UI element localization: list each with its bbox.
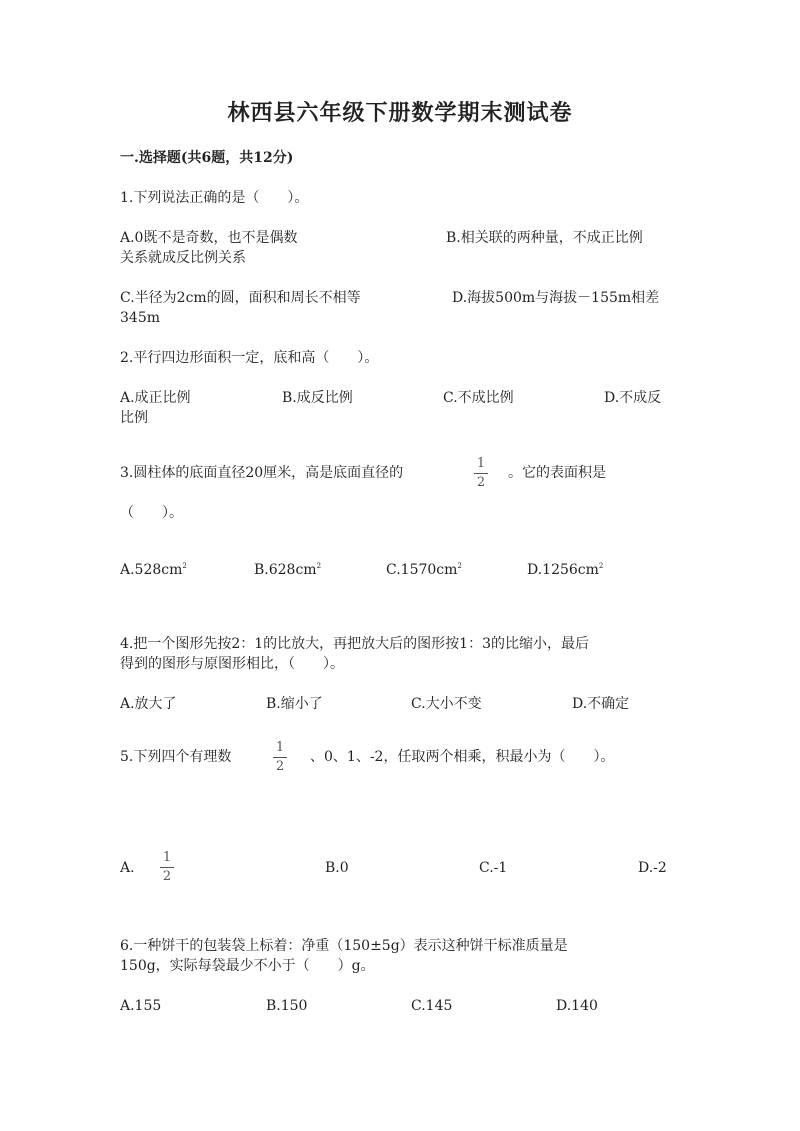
question-5-fraction (271, 740, 289, 775)
fraction-numerator: 1 (162, 850, 172, 865)
question-1-stem: 1.下列说法正确的是（ ）。 (120, 190, 309, 206)
question-1-option-c: C.半径为2cm的圆，面积和周长不相等 (120, 290, 361, 306)
question-5-stem-cont: 、0、1、-2，任取两个相乘，积最小为（ ）。 (310, 749, 615, 765)
question-4-option-d: D.不确定 (572, 696, 630, 712)
question-2-option-b: B.成反比例 (282, 390, 353, 406)
fraction-bar (160, 867, 174, 868)
option-text: D.1256cm (527, 562, 599, 578)
question-2-option-d: D.不成反 (604, 390, 662, 406)
unit-superscript: 2 (598, 562, 604, 570)
question-6-stem-cont: 150g，实际每袋最少不小于（ ）g。 (120, 958, 375, 974)
question-3-option-b (254, 560, 321, 580)
question-4-option-c: C.大小不变 (411, 696, 482, 712)
question-2-option-d-cont: 比例 (120, 410, 148, 426)
fraction-bar (474, 473, 488, 474)
question-1-option-d: D.海拔500m与海拔－155m相差 (452, 290, 660, 306)
fraction-numerator: 1 (275, 740, 285, 755)
question-4-stem-cont: 得到的图形与原图形相比，（ ）。 (120, 656, 344, 672)
question-3-stem-line2: （ ）。 (120, 505, 183, 521)
unit-superscript: 2 (182, 562, 187, 570)
question-4-option-b: B.缩小了 (266, 696, 323, 712)
fraction-numerator: 1 (476, 456, 486, 471)
question-3-stem-cont: 。它的表面积是 (508, 465, 606, 481)
option-text: C.1570cm (386, 562, 458, 578)
question-6-option-d: D.140 (556, 998, 598, 1014)
question-5-option-a-fraction (158, 850, 176, 885)
question-3-option-a (120, 560, 187, 580)
question-3-fraction (472, 456, 490, 491)
fraction-denominator: 2 (162, 869, 172, 884)
question-3-stem: 3.圆柱体的底面直径20厘米，高是底面直径的 (120, 465, 404, 481)
fraction-denominator: 2 (476, 475, 486, 490)
fraction-bar (273, 757, 287, 758)
question-6-stem: 6.一种饼干的包装袋上标着：净重（150±5g）表示这种饼干标准质量是 (120, 938, 568, 954)
question-1-option-b: B.相关联的两种量，不成正比例 (446, 230, 643, 246)
option-text: A.528cm (120, 562, 183, 578)
question-5-option-d: D.-2 (638, 860, 667, 876)
page-title: 林西县六年级下册数学期末测试卷 (227, 100, 573, 126)
fraction-denominator: 2 (275, 759, 285, 774)
unit-superscript: 2 (316, 562, 322, 570)
question-6-option-b: B.150 (266, 998, 308, 1014)
question-5-option-a: A. (120, 860, 135, 876)
option-text: B.628cm (254, 562, 317, 578)
question-5-option-c: C.-1 (479, 860, 508, 876)
question-5-option-b: B.0 (325, 860, 349, 876)
question-6-option-c: C.145 (411, 998, 453, 1014)
question-3-option-d (527, 560, 603, 580)
question-1-option-b-cont: 关系就成反比例关系 (120, 250, 246, 266)
question-1-option-a: A.0既不是奇数，也不是偶数 (120, 230, 298, 246)
question-4-stem: 4.把一个图形先按2：1的比放大，再把放大后的图形按1：3的比缩小，最后 (120, 636, 589, 652)
question-5-stem: 5.下列四个有理数 (120, 749, 232, 765)
section-heading: 一.选择题(共6题，共12分) (120, 150, 294, 166)
unit-superscript: 2 (457, 562, 462, 570)
question-2-option-c: C.不成比例 (443, 390, 514, 406)
question-3-option-c (386, 560, 462, 580)
question-6-option-a: A.155 (120, 998, 162, 1014)
question-1-option-d-cont: 345m (120, 310, 160, 326)
question-2-stem: 2.平行四边形面积一定，底和高（ ）。 (120, 350, 379, 366)
question-4-option-a: A.放大了 (120, 696, 177, 712)
question-2-option-a: A.成正比例 (120, 390, 191, 406)
